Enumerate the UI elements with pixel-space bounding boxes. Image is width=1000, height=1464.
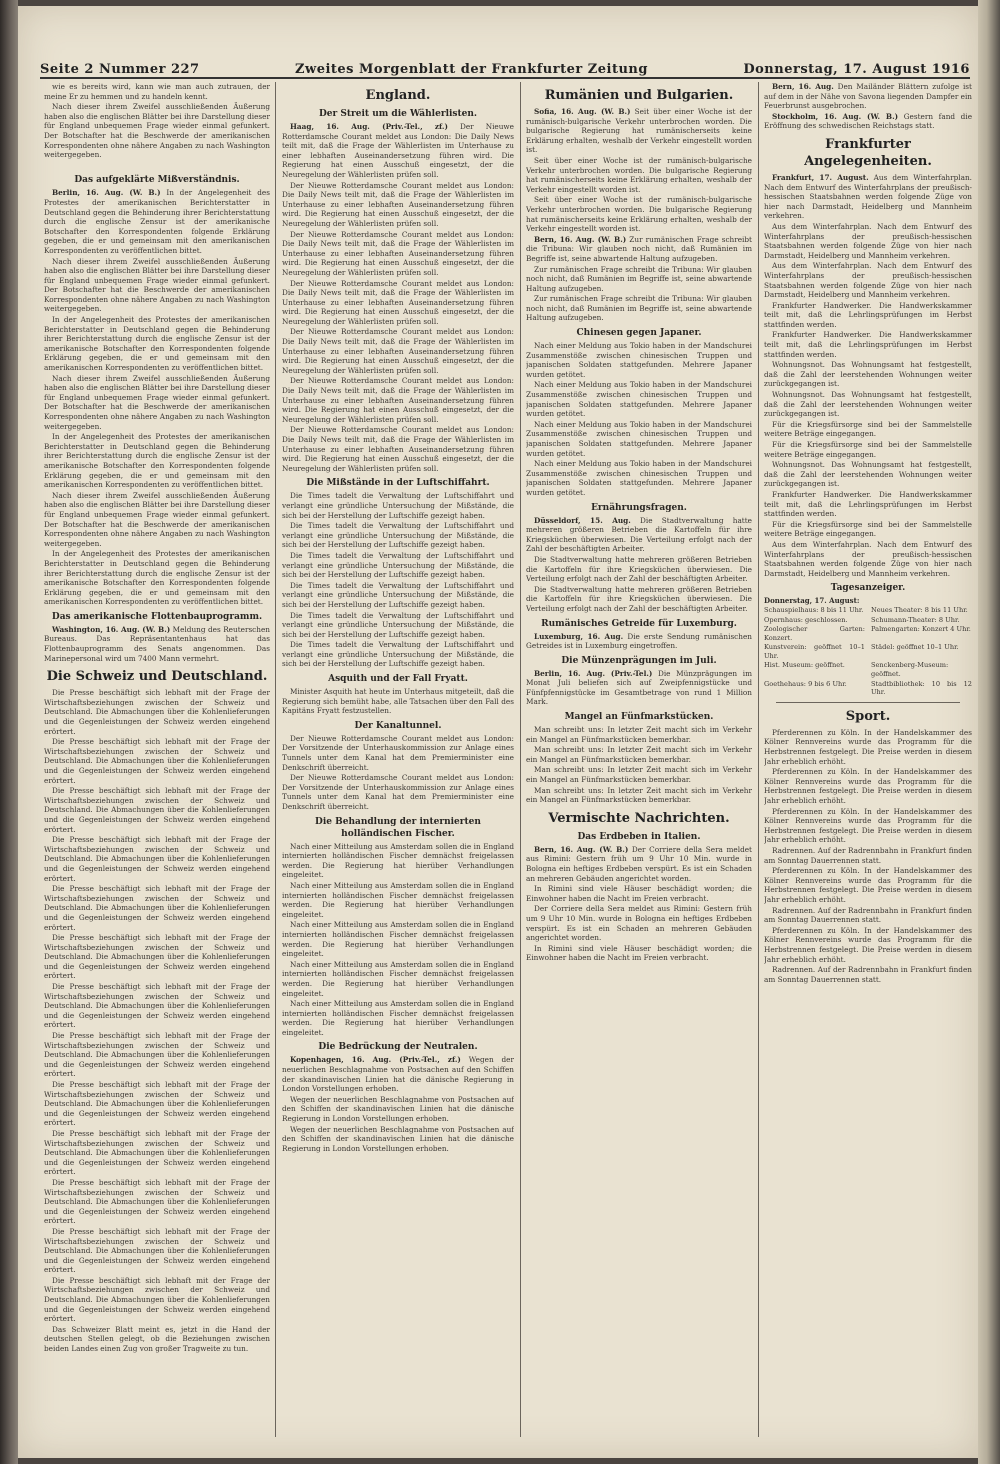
article-text: In der Angelegenheit des Protestes der amerikanischen Berichterstatter in Deutschland gegen die Behinderung ihrer Berichterstattung durch die englische Zensur ist der amerikanische Botschafter den Korrespondenten folgende Erklärung gegeben, die er und gemeinsam mit den amerikanischen Korrespondenten zu veröffentlichen bittet.: [44, 432, 270, 490]
page-number: Seite 2 Nummer 227: [40, 62, 200, 77]
article-body: Aus dem Winterfahrplan. Nach dem Entwurf des Winterfahrplans der preußisch-hessischen Staatsbahnen werden folgende Züge von hier nach Darmstadt, Heidelberg und Mannheim verkehren.: [764, 172, 972, 221]
article-text: [526, 632, 752, 651]
article-text: Die Times tadelt die Verwaltung der Luftschiffahrt und verlangt eine gründliche Untersuchung der Mißstände, die sich bei der Herstellung der Luftschiffe gezeigt haben.: [282, 640, 514, 669]
headline-fischer: Die Behandlung der internierten holländischen Fischer.: [315, 816, 481, 839]
headline-tagesanzeiger: Tagesanzeiger.: [830, 583, 906, 594]
article-text: [44, 625, 270, 663]
article-text: Pferderennen zu Köln. In der Handelskammer des Kölner Rennvereins wurde das Programm für die Herbstrennen festgelegt. Die Preise werden in diesem Jahr erheblich erhöht.: [764, 925, 972, 964]
book-binding: [0, 0, 18, 1464]
tagesanzeiger-date: Donnerstag, 17. August:: [764, 596, 860, 606]
article-text: Aus dem Winterfahrplan. Nach dem Entwurf des Winterfahrplans der preußisch-hessischen Staatsbahnen werden folgende Züge von hier nach Darmstadt, Heidelberg und Mannheim verkehren.: [764, 221, 972, 260]
article-text: Die Stadtverwaltung hatte mehreren größeren Betrieben die Kartoffeln für ihre Kriegsküchen überwiesen. Die Verteilung erfolgt nach der Zahl der beschäftigten Arbeiter.: [526, 554, 752, 584]
article-text: Der Nieuwe Rotterdamsche Courant meldet aus London: Die Daily News teilt mit, daß die Frage der Wählerlisten im Unterhause zu einer lebhaften Auseinandersetzung führen wird. Die Regierung hat einen Ausschuß eingesetzt, der die Neuregelung der Wählerlisten prüfen soll.: [282, 376, 514, 424]
listing-entry: Hist. Museum: geöffnet.: [764, 661, 845, 670]
article-text: Der Nieuwe Rotterdamsche Courant meldet aus London: Der Vorsitzende der Unterhauskommission zur Anlage eines Tunnels unter dem Kanal hat dem Premierminister eine Denkschrift überreicht.: [282, 733, 514, 772]
column-2: [282, 82, 514, 1442]
listing-entry: Schumann-Theater: 8 Uhr.: [871, 615, 960, 624]
article-text: Nach einer Mitteilung aus Amsterdam sollen die in England internierten holländischen Fischer demnächst freigelassen werden. Die Regierung hat hierüber Verhandlungen eingeleitet.: [282, 920, 514, 959]
listing-entry: Palmengarten: Konzert 4 Uhr.: [871, 625, 971, 634]
article-text: Nach einer Meldung aus Tokio haben in der Mandschurei Zusammenstöße zwischen chinesischen Truppen und japanischen Soldaten stattgefunden. Mehrere Japaner wurden getötet.: [526, 341, 752, 379]
article-text: [526, 845, 752, 883]
article-text: Man schreibt uns: In letzter Zeit macht sich im Verkehr ein Mangel an Fünfmarkstücken bemerkbar.: [526, 745, 752, 764]
listing-entry: Neues Theater: 8 bis 11 Uhr.: [871, 605, 968, 614]
headline-schweiz: Die Schweiz und Deutschland.: [46, 669, 268, 685]
article-body: Die Stadtverwaltung hatte mehreren größeren Betrieben die Kartoffeln für ihre Kriegsküchen überwiesen. Die Verteilung erfolgt nach der Zahl der beschäftigten Arbeiter.: [526, 515, 752, 554]
article-text: Wegen der neuerlichen Beschlagnahme von Postsachen auf den Schiffen der skandinavischen Linien hat die dänische Regierung in London Vorstellungen erhoben.: [282, 1094, 514, 1124]
article-text: Nach einer Mitteilung aus Amsterdam sollen die in England internierten holländischen Fischer demnächst freigelassen werden. Die Regierung hat hierüber Verhandlungen eingeleitet.: [282, 999, 514, 1037]
column-rule: [758, 82, 759, 1437]
listing-entry: Senckenberg-Museum: geöffnet.: [871, 661, 949, 679]
headline-flotte: Das amerikanische Flottenbauprogramm.: [51, 611, 263, 622]
article-text: Radrennen. Auf der Radrennbahn in Frankfurt finden am Sonntag Dauerrennen statt.: [764, 845, 972, 865]
headline-neutrale: Die Bedrückung der Neutralen.: [318, 1042, 478, 1053]
dateline: Düsseldorf, 15. Aug.: [534, 515, 631, 525]
headline-muenz: Die Münzenprägungen im Juli.: [561, 655, 717, 666]
article-text: Die Presse beschäftigt sich lebhaft mit der Frage der Wirtschaftsbeziehungen zwischen der Schweiz und Deutschland. Die Abmachungen über die Kohlenlieferungen und die Gegenleistungen der Schweiz werden eingehend erörtert.: [44, 982, 270, 1030]
article-body: Die erste Sendung rumänischen Getreides ist in Luxemburg eingetroffen.: [526, 631, 752, 651]
article-text: [282, 1055, 514, 1093]
article-text: Die Presse beschäftigt sich lebhaft mit der Frage der Wirtschaftsbeziehungen zwischen der Schweiz und Deutschland. Die Abmachungen über die Kohlenlieferungen und die Gegenleistungen der Schweiz werden eingehend erörtert.: [44, 786, 270, 834]
article-text: [764, 173, 972, 221]
article-text: Pferderennen zu Köln. In der Handelskammer des Kölner Rennvereins wurde das Programm für die Herbstrennen festgelegt. Die Preise werden in diesem Jahr erheblich erhöht.: [764, 767, 972, 805]
article-text: Die Presse beschäftigt sich lebhaft mit der Frage der Wirtschaftsbeziehungen zwischen der Schweiz und Deutschland. Die Abmachungen über die Kohlenlieferungen und die Gegenleistungen der Schweiz werden eingehend erörtert.: [44, 737, 270, 785]
headline-england: England.: [365, 88, 431, 103]
listing-entry: Stadtbibliothek: 10 bis 12 Uhr.: [871, 679, 972, 697]
article-body: Seit über einer Woche ist der rumänisch-bulgarische Verkehr unterbrochen worden. Die bulgarische Regierung hat rumänischerseits keine Erklärung erhalten, weshalb der Verkehr eingestellt worden ist.: [526, 107, 752, 155]
article-text: Die Times tadelt die Verwaltung der Luftschiffahrt und verlangt eine gründliche Untersuchung der Mißstände, die sich bei der Herstellung der Luftschiffe gezeigt haben.: [282, 550, 514, 580]
article-text: Die Presse beschäftigt sich lebhaft mit der Frage der Wirtschaftsbeziehungen zwischen der Schweiz und Deutschland. Die Abmachungen über die Kohlenlieferungen und die Gegenleistungen der Schweiz werden eingehend erörtert.: [44, 933, 270, 981]
article-text: Für die Kriegsfürsorge sind bei der Sammelstelle weitere Beträge eingegangen.: [764, 519, 972, 539]
article-text: [526, 107, 752, 155]
article-text: [526, 669, 752, 707]
article-text: Nach einer Mitteilung aus Amsterdam sollen die in England internierten holländischen Fischer demnächst freigelassen werden. Die Regierung hat hierüber Verhandlungen eingeleitet.: [282, 959, 514, 998]
article-text: Nach dieser ihrem Zweifel ausschließenden Äußerung haben also die englischen Blätter bei ihre Darstellung dieser für England unbequemen Frage wieder einmal gefunkert. Der Botschafter hat die Beschwerde der amerikanischen Korrespondenten ohne nähere Angaben zu nach Washington weitergegeben.: [44, 373, 270, 431]
article-text: [526, 516, 752, 554]
headline-asquith: Asquith und der Fall Fryatt.: [328, 674, 468, 685]
paper-title: Zweites Morgenblatt der Frankfurter Zeitung: [295, 62, 648, 77]
article-text: Der Nieuwe Rotterdamsche Courant meldet aus London: Die Daily News teilt mit, daß die Frage der Wählerlisten im Unterhause zu einer lebhaften Auseinandersetzung führen wird. Die Regierung hat einen Ausschuß eingesetzt, der die Neuregelung der Wählerlisten prüfen soll.: [282, 425, 514, 473]
article-body: Den Mailänder Blättern zufolge ist auf dem in der Nähe von Savona liegenden Dampfer ein Feuerbrunst ausgebrochen.: [764, 82, 972, 111]
article-text: Für die Kriegsfürsorge sind bei der Sammelstelle weitere Beträge eingegangen.: [764, 419, 972, 439]
article-text: Nach einer Meldung aus Tokio haben in der Mandschurei Zusammenstöße zwischen chinesischen Truppen und japanischen Soldaten stattgefunden. Mehrere Japaner wurden getötet.: [526, 380, 752, 419]
article-text: Die Times tadelt die Verwaltung der Luftschiffahrt und verlangt eine gründliche Untersuchung der Mißstände, die sich bei der Herstellung der Luftschiffe gezeigt haben.: [282, 610, 514, 639]
dateline: Washington, 16. Aug. (W. B.): [52, 624, 171, 634]
headline-ernaehrung: Ernährungsfragen.: [591, 502, 687, 513]
article-body: Zur rumänischen Frage schreibt die Tribuna: Wir glauben noch nicht, daß Rumänien im Begriffe ist, seine abwartende Haltung aufzugeben.: [526, 234, 752, 263]
article-text: Aus dem Winterfahrplan. Nach dem Entwurf des Winterfahrplans der preußisch-hessischen Staatsbahnen werden folgende Züge von hier nach Darmstadt, Heidelberg und Mannheim verkehren.: [764, 261, 972, 300]
headline-frankfurt: Frankfurter Angelegenheiten.: [804, 136, 932, 169]
column-rule: [520, 82, 521, 1437]
article-text: Die Times tadelt die Verwaltung der Luftschiffahrt und verlangt eine gründliche Untersuchung der Mißstände, die sich bei der Herstellung der Luftschiffe gezeigt haben.: [282, 580, 514, 609]
article-text: [282, 122, 514, 180]
article-text: Zur rumänischen Frage schreibt die Tribuna: Wir glauben noch nicht, daß Rumänien im Begriffe ist, seine abwartende Haltung aufzugeben.: [526, 294, 752, 323]
article-text: Pferderennen zu Köln. In der Handelskammer des Kölner Rennvereins wurde das Programm für die Herbstrennen festgelegt. Die Preise werden in diesem Jahr erheblich erhöht.: [764, 806, 972, 845]
article-body: Der Nieuwe Rotterdamsche Courant meldet aus London: Die Daily News teilt mit, daß die Frage der Wählerlisten im Unterhause zu einer lebhaften Auseinandersetzung führen wird. Die Regierung hat einen Ausschuß eingesetzt, der die Neuregelung der Wählerlisten prüfen soll.: [282, 122, 514, 179]
article-text: Der Corriere della Sera meldet aus Rimini: Gestern früh um 9 Uhr 10 Min. wurde in Bologna ein heftiges Erdbeben verspürt. Es ist ein Schaden an mehreren Gebäuden angerichtet worden.: [526, 904, 752, 943]
headline-sport: Sport.: [845, 708, 891, 724]
listing-entry: Goethehaus: 9 bis 6 Uhr.: [764, 679, 847, 688]
column-1: [44, 82, 270, 1442]
dateline: Berlin, 16. Aug. (W. B.): [52, 188, 161, 198]
headline-missverstaendnis: Das aufgeklärte Mißverständnis.: [74, 175, 240, 186]
article-text: wie es bereits wird, kann wie man auch zutrauen, der meine Er zu hemmen und zu handeln kennt.: [44, 82, 270, 101]
column-3: [526, 82, 752, 1442]
article-text: Die Presse beschäftigt sich lebhaft mit der Frage der Wirtschaftsbeziehungen zwischen der Schweiz und Deutschland. Die Abmachungen über die Kohlenlieferungen und die Gegenleistungen der Schweiz werden eingehend erörtert.: [44, 1226, 270, 1275]
masthead: [40, 55, 970, 79]
headline-erdbeben: Das Erdbeben in Italien.: [577, 831, 701, 842]
article-body: Gestern fand die Eröffnung des schwedischen Reichstags statt.: [764, 111, 972, 131]
article-body: Wegen der neuerlichen Beschlagnahme von Postsachen auf den Schiffen der skandinavischen Linien hat die dänische Regierung in London Vorstellungen erhoben.: [282, 1055, 514, 1094]
article-text: Nach einer Mitteilung aus Amsterdam sollen die in England internierten holländischen Fischer demnächst freigelassen werden. Die Regierung hat hierüber Verhandlungen eingeleitet.: [282, 880, 514, 919]
listing-entry: Zoologischer Garten: Konzert.: [764, 625, 865, 642]
article-text: In der Angelegenheit des Protestes der amerikanischen Berichterstatter in Deutschland gegen die Behinderung ihrer Berichterstattung durch die englische Zensur ist der amerikanische Botschafter den Korrespondenten folgende Erklärung gegeben, die er und gemeinsam mit den amerikanischen Korrespondenten zu veröffentlichen bittet.: [44, 549, 270, 607]
listing-entry: Opernhaus: geschlossen.: [764, 615, 848, 624]
dateline: Frankfurt, 17. August.: [772, 172, 869, 182]
article-text: Wohnungsnot. Das Wohnungsamt hat festgestellt, daß die Zahl der leerstehenden Wohnungen weiter zurückgegangen ist.: [764, 460, 972, 489]
headline-mangel: Mangel an Fünfmarkstücken.: [564, 712, 714, 723]
column-rule: [275, 82, 276, 1437]
listing-entry: Kunstverein: geöffnet 10–1 Uhr.: [764, 643, 865, 660]
article-text: Der Nieuwe Rotterdamsche Courant meldet aus London: Die Daily News teilt mit, daß die Frage der Wählerlisten im Unterhause zu einer lebhaften Auseinandersetzung führen wird. Die Regierung hat einen Ausschuß eingesetzt, der die Neuregelung der Wählerlisten prüfen soll.: [282, 229, 514, 277]
article-text: Zur rumänischen Frage schreibt die Tribuna: Wir glauben noch nicht, daß Rumänien im Begriffe ist, seine abwartende Haltung aufzugeben.: [526, 264, 752, 293]
dateline: Bern, 16. Aug.: [772, 82, 834, 91]
article-text: Nach dieser ihrem Zweifel ausschließenden Äußerung haben also die englischen Blätter bei ihre Darstellung dieser für England unbequemen Frage wieder einmal gefunkert. Der Botschafter hat die Beschwerde der amerikanischen Korrespondenten ohne nähere Angaben zu nach Washington weitergegeben.: [44, 490, 270, 548]
article-text: Frankfurter Handwerker. Die Handwerkskammer teilt mit, daß die Lehrlingsprüfungen im Herbst stattfinden werden.: [764, 330, 972, 359]
listing-entry: Schauspielhaus: 8 bis 11 Uhr.: [764, 605, 864, 614]
article-text: Nach einer Meldung aus Tokio haben in der Mandschurei Zusammenstöße zwischen chinesischen Truppen und japanischen Soldaten stattgefunden. Mehrere Japaner wurden getötet.: [526, 419, 752, 458]
article-text: Das Schweizer Blatt meint es, jetzt in die Hand der deutschen Stellen gelegt, ob die Beziehungen zwischen beiden Landes einen Zug von großer Tragweite zu tun.: [44, 1324, 270, 1354]
column-4: [764, 82, 972, 1442]
headline-chinesen: Chinesen gegen Japaner.: [576, 328, 702, 339]
article-text: Radrennen. Auf der Radrennbahn in Frankfurt finden am Sonntag Dauerrennen statt.: [764, 965, 972, 984]
headline-rumaenien: Rumänien und Bulgarien.: [544, 88, 734, 103]
article-text: Die Presse beschäftigt sich lebhaft mit der Frage der Wirtschaftsbeziehungen zwischen der Schweiz und Deutschland. Die Abmachungen über die Kohlenlieferungen und die Gegenleistungen der Schweiz werden eingehend erörtert.: [44, 1128, 270, 1177]
article-text: Die Times tadelt die Verwaltung der Luftschiffahrt und verlangt eine gründliche Untersuchung der Mißstände, die sich bei der Herstellung der Luftschiffe gezeigt haben.: [282, 521, 514, 550]
page-edge: [978, 0, 1000, 1464]
dateline: Kopenhagen, 16. Aug. (Priv.-Tel., zf.): [290, 1055, 461, 1065]
event-listing: [764, 606, 972, 698]
dateline: Luxemburg, 16. Aug.: [534, 631, 624, 641]
article-text: Aus dem Winterfahrplan. Nach dem Entwurf des Winterfahrplans der preußisch-hessischen Staatsbahnen werden folgende Züge von hier nach Darmstadt, Heidelberg und Mannheim verkehren.: [764, 539, 972, 578]
article-text: Der Nieuwe Rotterdamsche Courant meldet aus London: Der Vorsitzende der Unterhauskommission zur Anlage eines Tunnels unter dem Kanal hat dem Premierminister eine Denkschrift überreicht.: [282, 773, 514, 811]
article-text: Nach einer Mitteilung aus Amsterdam sollen die in England internierten holländischen Fischer demnächst freigelassen werden. Die Regierung hat hierüber Verhandlungen eingeleitet.: [282, 841, 514, 880]
article-text: [764, 82, 972, 111]
article-text: Die Presse beschäftigt sich lebhaft mit der Frage der Wirtschaftsbeziehungen zwischen der Schweiz und Deutschland. Die Abmachungen über die Kohlenlieferungen und die Gegenleistungen der Schweiz werden eingehend erörtert.: [44, 1080, 270, 1128]
headline-vermischt: Vermischte Nachrichten.: [548, 810, 730, 826]
article-text: [44, 188, 270, 255]
article-text: Die Presse beschäftigt sich lebhaft mit der Frage der Wirtschaftsbeziehungen zwischen der Schweiz und Deutschland. Die Abmachungen über die Kohlenlieferungen und die Gegenleistungen der Schweiz werden eingehend erörtert.: [44, 1031, 270, 1079]
article-text: Pferderennen zu Köln. In der Handelskammer des Kölner Rennvereins wurde das Programm für die Herbstrennen festgelegt. Die Preise werden in diesem Jahr erheblich erhöht.: [764, 727, 972, 766]
section-divider: [776, 702, 960, 703]
article-text: Der Nieuwe Rotterdamsche Courant meldet aus London: Die Daily News teilt mit, daß die Frage der Wählerlisten im Unterhause zu einer lebhaften Auseinandersetzung führen wird. Die Regierung hat einen Ausschuß eingesetzt, der die Neuregelung der Wählerlisten prüfen soll.: [282, 327, 514, 375]
article-text: Wohnungsnot. Das Wohnungsamt hat festgestellt, daß die Zahl der leerstehenden Wohnungen weiter zurückgegangen ist.: [764, 360, 972, 389]
headline-streit: Der Streit um die Wählerlisten.: [318, 109, 478, 119]
article-text: Seit über einer Woche ist der rumänisch-bulgarische Verkehr unterbrochen worden. Die bulgarische Regierung hat rumänischerseits keine Erklärung erhalten, weshalb der Verkehr eingestellt worden ist.: [526, 195, 752, 234]
article-text: Die Stadtverwaltung hatte mehreren größeren Betrieben die Kartoffeln für ihre Kriegsküchen überwiesen. Die Verteilung erfolgt nach der Zahl der beschäftigten Arbeiter.: [526, 584, 752, 613]
article-text: Nach dieser ihrem Zweifel ausschließenden Äußerung haben also die englischen Blätter bei ihre Darstellung dieser für England unbequemen Frage wieder einmal gefunkert. Der Botschafter hat die Beschwerde der amerikanischen Korrespondenten ohne nähere Angaben zu nach Washington weitergegeben.: [44, 256, 270, 314]
article-body: Meldung des Reuterschen Bureaus. Das Repräsentantenhaus hat das Flottenbauprogramm des Senats angenommen. Das Marinepersonal wird um 7400 Mann vermehrt.: [44, 624, 270, 663]
headline-luftschiff: Die Mißstände in der Luftschiffahrt.: [306, 478, 490, 489]
dateline: Berlin, 16. Aug. (Priv.-Tel.): [534, 668, 653, 678]
headline-kanal: Der Kanaltunnel.: [354, 720, 442, 731]
article-text: Man schreibt uns: In letzter Zeit macht sich im Verkehr ein Mangel an Fünfmarkstücken bemerkbar.: [526, 725, 752, 744]
article-text: Der Nieuwe Rotterdamsche Courant meldet aus London: Die Daily News teilt mit, daß die Frage der Wählerlisten im Unterhause zu einer lebhaften Auseinandersetzung führen wird. Die Regierung hat einen Ausschuß eingesetzt, der die Neuregelung der Wählerlisten prüfen soll.: [282, 278, 514, 326]
headline-getreide: Rumänisches Getreide für Luxemburg.: [541, 618, 737, 629]
article-text: Pferderennen zu Köln. In der Handelskammer des Kölner Rennvereins wurde das Programm für die Herbstrennen festgelegt. Die Preise werden in diesem Jahr erheblich erhöht.: [764, 866, 972, 904]
article-text: [764, 112, 972, 131]
article-text: Wohnungsnot. Das Wohnungsamt hat festgestellt, daß die Zahl der leerstehenden Wohnungen weiter zurückgegangen ist.: [764, 390, 972, 419]
article-text: Die Presse beschäftigt sich lebhaft mit der Frage der Wirtschaftsbeziehungen zwischen der Schweiz und Deutschland. Die Abmachungen über die Kohlenlieferungen und die Gegenleistungen der Schweiz werden eingehend erörtert.: [44, 1177, 270, 1226]
article-text: Die Presse beschäftigt sich lebhaft mit der Frage der Wirtschaftsbeziehungen zwischen der Schweiz und Deutschland. Die Abmachungen über die Kohlenlieferungen und die Gegenleistungen der Schweiz werden eingehend erörtert.: [44, 884, 270, 932]
article-body: Der Corriere della Sera meldet aus Rimini: Gestern früh um 9 Uhr 10 Min. wurde in Bologna ein heftiges Erdbeben verspürt. Es ist ein Schaden an mehreren Gebäuden angerichtet worden.: [526, 844, 752, 883]
article-text: Nach dieser ihrem Zweifel ausschließenden Äußerung haben also die englischen Blätter bei ihre Darstellung dieser für England unbequemen Frage wieder einmal gefunkert. Der Botschafter hat die Beschwerde der amerikanischen Korrespondenten ohne nähere Angaben zu nach Washington weitergegeben.: [44, 102, 270, 160]
article-text: [526, 235, 752, 264]
dateline: Haag, 16. Aug. (Priv.-Tel., zf.): [290, 122, 448, 131]
dateline: Bern, 16. Aug. (W. B.): [534, 234, 627, 244]
article-text: Man schreibt uns: In letzter Zeit macht sich im Verkehr ein Mangel an Fünfmarkstücken bemerkbar.: [526, 765, 752, 785]
article-text: In Rimini sind viele Häuser beschädigt worden; die Einwohner haben die Nacht im Freien verbracht.: [526, 943, 752, 963]
article-body: Die Münzprägungen im Monat Juli beliefen sich auf Zweipfennigstücke und Fünfpfennigstücke im Gesamtbetrage von rund 1 Million Mark.: [526, 668, 752, 707]
dateline: Sofia, 16. Aug. (W. B.): [534, 107, 631, 116]
text-lines: [44, 161, 270, 171]
article-text: Minister Asquith hat heute im Unterhaus mitgeteilt, daß die Regierung sich bemüht habe, alle Tatsachen über den Fall des Kapitäns Fryatt festzustellen.: [282, 687, 514, 716]
article-text: Für die Kriegsfürsorge sind bei der Sammelstelle weitere Beträge eingegangen.: [764, 440, 972, 459]
article-body: In der Angelegenheit des Protestes der amerikanischen Berichterstatter in Deutschland gegen die Behinderung ihrer Berichterstattung durch die englische Zensur ist der amerikanische Botschafter den Korrespondenten folgende Erklärung gegeben, die er und gemeinsam mit den amerikanischen Korrespondenten zu veröffentlichen bittet.: [44, 188, 270, 255]
article-text: In der Angelegenheit des Protestes der amerikanischen Berichterstatter in Deutschland gegen die Behinderung ihrer Berichterstattung durch die englische Zensur ist der amerikanische Botschafter den Korrespondenten folgende Erklärung gegeben, die er und gemeinsam mit den amerikanischen Korrespondenten zu veröffentlichen bittet.: [44, 315, 270, 373]
article-text: Die Presse beschäftigt sich lebhaft mit der Frage der Wirtschaftsbeziehungen zwischen der Schweiz und Deutschland. Die Abmachungen über die Kohlenlieferungen und die Gegenleistungen der Schweiz werden eingehend erörtert.: [44, 835, 270, 883]
article-text: Die Presse beschäftigt sich lebhaft mit der Frage der Wirtschaftsbeziehungen zwischen der Schweiz und Deutschland. Die Abmachungen über die Kohlenlieferungen und die Gegenleistungen der Schweiz werden eingehend erörtert.: [44, 688, 270, 736]
article-text: Seit über einer Woche ist der rumänisch-bulgarische Verkehr unterbrochen worden. Die bulgarische Regierung hat rumänischerseits keine Erklärung erhalten, weshalb der Verkehr eingestellt worden ist.: [526, 155, 752, 194]
listing-entry: Städel: geöffnet 10–1 Uhr.: [871, 643, 959, 652]
article-text: Die Presse beschäftigt sich lebhaft mit der Frage der Wirtschaftsbeziehungen zwischen der Schweiz und Deutschland. Die Abmachungen über die Kohlenlieferungen und die Gegenleistungen der Schweiz werden eingehend erörtert.: [44, 1275, 270, 1324]
dateline: Bern, 16. Aug. (W. B.): [534, 844, 629, 854]
article-text: Die Times tadelt die Verwaltung der Luftschiffahrt und verlangt eine gründliche Untersuchung der Mißstände, die sich bei der Herstellung der Luftschiffe gezeigt haben.: [282, 491, 514, 520]
article-text: Wegen der neuerlichen Beschlagnahme von Postsachen auf den Schiffen der skandinavischen Linien hat die dänische Regierung in London Vorstellungen erhoben.: [282, 1124, 514, 1153]
article-text: In Rimini sind viele Häuser beschädigt worden; die Einwohner haben die Nacht im Freien verbracht.: [526, 884, 752, 903]
dateline: Stockholm, 16. Aug. (W. B.): [772, 111, 899, 121]
article-text: Frankfurter Handwerker. Die Handwerkskammer teilt mit, daß die Lehrlingsprüfungen im Herbst stattfinden werden.: [764, 489, 972, 519]
article-text: Nach einer Meldung aus Tokio haben in der Mandschurei Zusammenstöße zwischen chinesischen Truppen und japanischen Soldaten stattgefunden. Mehrere Japaner wurden getötet.: [526, 459, 752, 497]
article-text: Der Nieuwe Rotterdamsche Courant meldet aus London: Die Daily News teilt mit, daß die Frage der Wählerlisten im Unterhause zu einer lebhaften Auseinandersetzung führen wird. Die Regierung hat einen Ausschuß eingesetzt, der die Neuregelung der Wählerlisten prüfen soll.: [282, 180, 514, 228]
issue-date: Donnerstag, 17. August 1916: [743, 62, 970, 77]
article-text: Man schreibt uns: In letzter Zeit macht sich im Verkehr ein Mangel an Fünfmarkstücken bemerkbar.: [526, 785, 752, 805]
article-text: Radrennen. Auf der Radrennbahn in Frankfurt finden am Sonntag Dauerrennen statt.: [764, 905, 972, 925]
article-text: Frankfurter Handwerker. Die Handwerkskammer teilt mit, daß die Lehrlingsprüfungen im Herbst stattfinden werden.: [764, 300, 972, 329]
